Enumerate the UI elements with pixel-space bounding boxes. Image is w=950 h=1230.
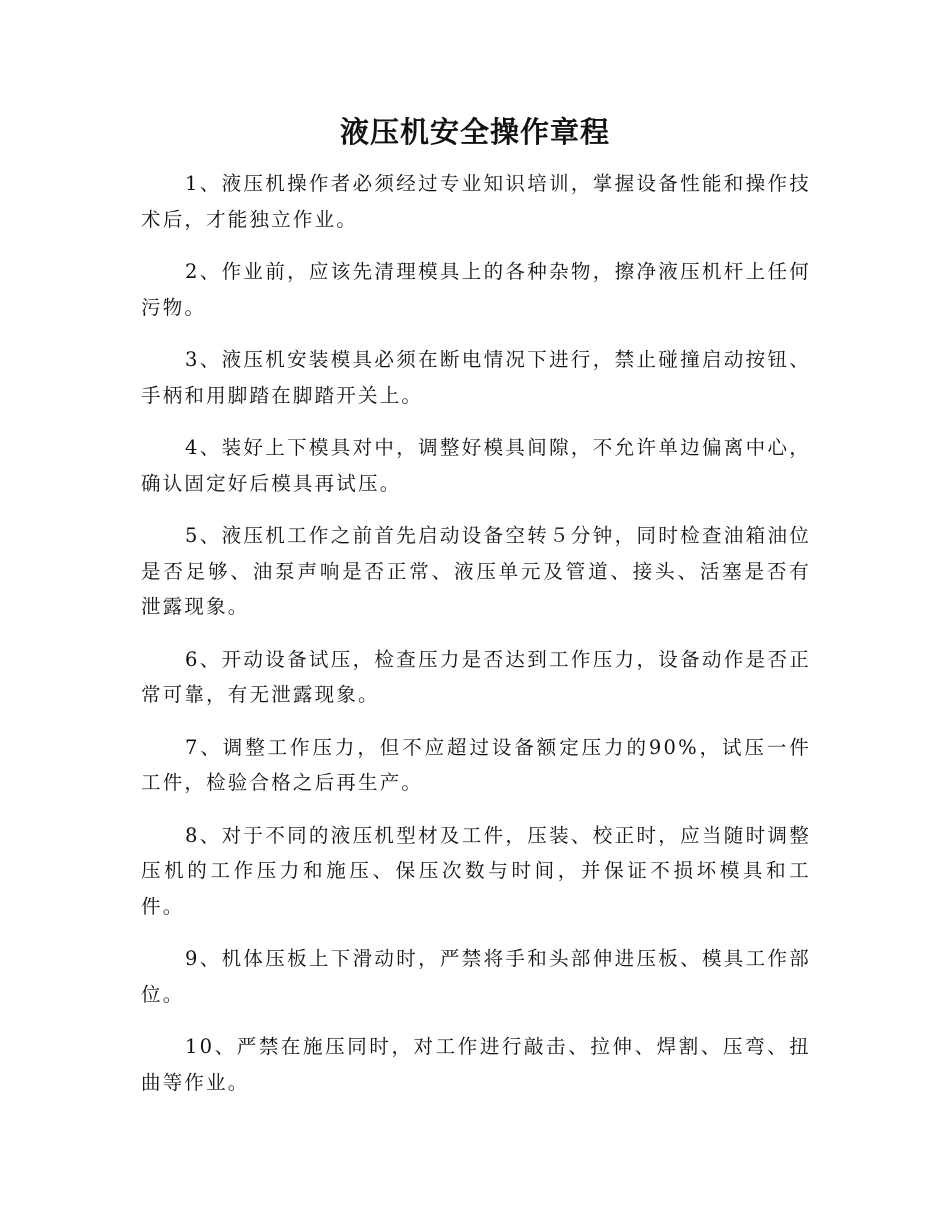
paragraph-5: 5、液压机工作之前首先启动设备空转５分钟，同时检查油箱油位是否足够、油泵声响是否正常、液压单元及管道、接头、活塞是否有泄露现象。	[141, 524, 811, 618]
paragraph-2: 2、作业前，应该先清理模具上的各种杂物，擦净液压机杆上任何污物。	[141, 260, 811, 319]
paragraph-9: 9、机体压板上下滑动时，严禁将手和头部伸进压板、模具工作部位。	[141, 947, 811, 1006]
paragraph-3: 3、液压机安装模具必须在断电情况下进行，禁止碰撞启动按钮、手柄和用脚踏在脚踏开关上。	[141, 348, 811, 407]
document-title: 液压机安全操作章程	[339, 115, 610, 149]
paragraph-6: 6、开动设备试压，检查压力是否达到工作压力，设备动作是否正常可靠，有无泄露现象。	[141, 647, 811, 706]
document-body	[141, 166, 811, 1117]
paragraph-10: 10、严禁在施压同时，对工作进行敲击、拉伸、焊割、压弯、扭曲等作业。	[141, 1035, 811, 1094]
paragraph-4: 4、装好上下模具对中，调整好模具间隙，不允许单边偏离中心，确认固定好后模具再试压。	[141, 436, 811, 495]
paragraph-8: 8、对于不同的液压机型材及工件，压装、校正时，应当随时调整压机的工作压力和施压、保压次数与时间，并保证不损坏模具和工件。	[141, 823, 811, 918]
paragraph-7: 7、调整工作压力，但不应超过设备额定压力的90%，试压一件工件，检验合格之后再生产。	[141, 735, 811, 794]
paragraph-1: 1、液压机操作者必须经过专业知识培训，掌握设备性能和操作技术后，才能独立作业。	[141, 172, 811, 231]
